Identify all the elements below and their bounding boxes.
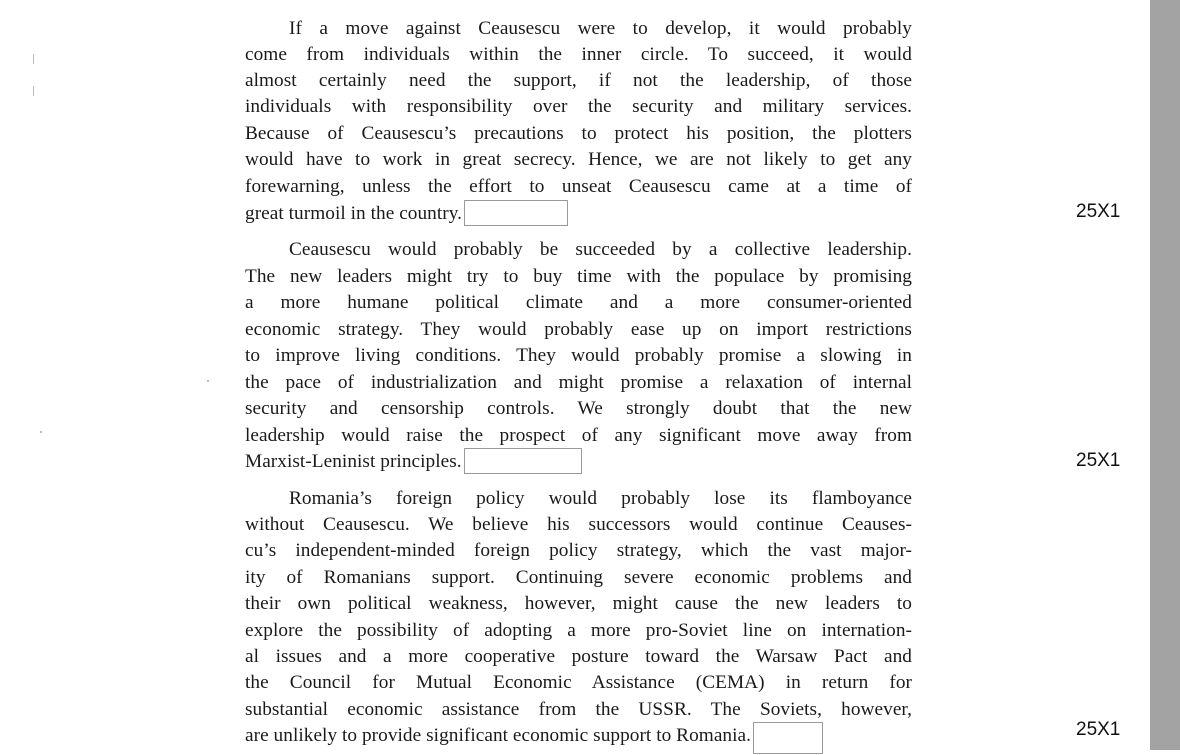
text-line-last: [245, 201, 912, 227]
text-line: leadership would raise the prospect of any significant move away from: [245, 425, 912, 446]
text-line: explore the possibility of adopting a more pro-Soviet line on internation-: [245, 620, 912, 641]
text-line: their own political weakness, however, might cause the new leaders to: [245, 593, 912, 614]
text-line: cu’s independent-minded foreign policy strategy, which the vast major-: [245, 540, 912, 561]
text-line: almost certainly need the support, if not the leadership, of those: [245, 70, 912, 91]
scan-speck: [207, 380, 209, 382]
text-line: the pace of industrialization and might promise a relaxation of internal: [245, 372, 912, 393]
margin-code: 25X1: [1076, 450, 1121, 471]
text-line: Ceausescu would probably be succeeded by a collective leadership.: [289, 239, 912, 260]
scan-speck: [33, 54, 34, 64]
text-line: come from individuals within the inner circle. To succeed, it would: [245, 44, 912, 65]
text-line: Romania’s foreign policy would probably lose its flamboyance: [289, 488, 912, 509]
text-line: individuals with responsibility over the security and military services.: [245, 96, 912, 117]
vertical-scrollbar[interactable]: [1150, 0, 1180, 750]
text-line: The new leaders might try to buy time with the populace by promising: [245, 266, 912, 287]
redaction-box: [464, 200, 568, 226]
margin-code: 25X1: [1076, 719, 1121, 740]
text-line: Because of Ceausescu’s precautions to protect his position, the plotters: [245, 123, 912, 144]
text-line: a more humane political climate and a more consumer-oriented: [245, 292, 912, 313]
text-line: the Council for Mutual Economic Assistance (CEMA) in return for: [245, 672, 912, 693]
text-line: economic strategy. They would probably ease up on import restrictions: [245, 319, 912, 340]
text-line: If a move against Ceausescu were to develop, it would probably: [289, 18, 912, 39]
text-line: are unlikely to provide significant economic support to Romania.: [245, 725, 751, 746]
text-line: substantial economic assistance from the USSR. The Soviets, however,: [245, 699, 912, 720]
text-line: would have to work in great secrecy. Hence, we are not likely to get any: [245, 149, 912, 170]
text-line: to improve living conditions. They would probably promise a slowing in: [245, 345, 912, 366]
scan-speck: [33, 86, 34, 96]
text-line: forewarning, unless the effort to unseat Ceausescu came at a time of: [245, 176, 912, 197]
redaction-box: [464, 448, 582, 474]
text-line-last: [245, 723, 912, 749]
text-line: al issues and a more cooperative posture toward the Warsaw Pact and: [245, 646, 912, 667]
text-line: security and censorship controls. We strongly doubt that the new: [245, 398, 912, 419]
text-line: great turmoil in the country.: [245, 203, 463, 224]
text-line: Marxist-Leninist principles.: [245, 451, 462, 472]
scan-speck: [40, 431, 42, 433]
margin-code: 25X1: [1076, 201, 1121, 222]
text-line: without Ceausescu. We believe his successors would continue Ceauses-: [245, 514, 912, 535]
text-line: ity of Romanians support. Continuing severe economic problems and: [245, 567, 912, 588]
text-line-last: [245, 449, 912, 475]
redaction-box: [753, 722, 823, 754]
